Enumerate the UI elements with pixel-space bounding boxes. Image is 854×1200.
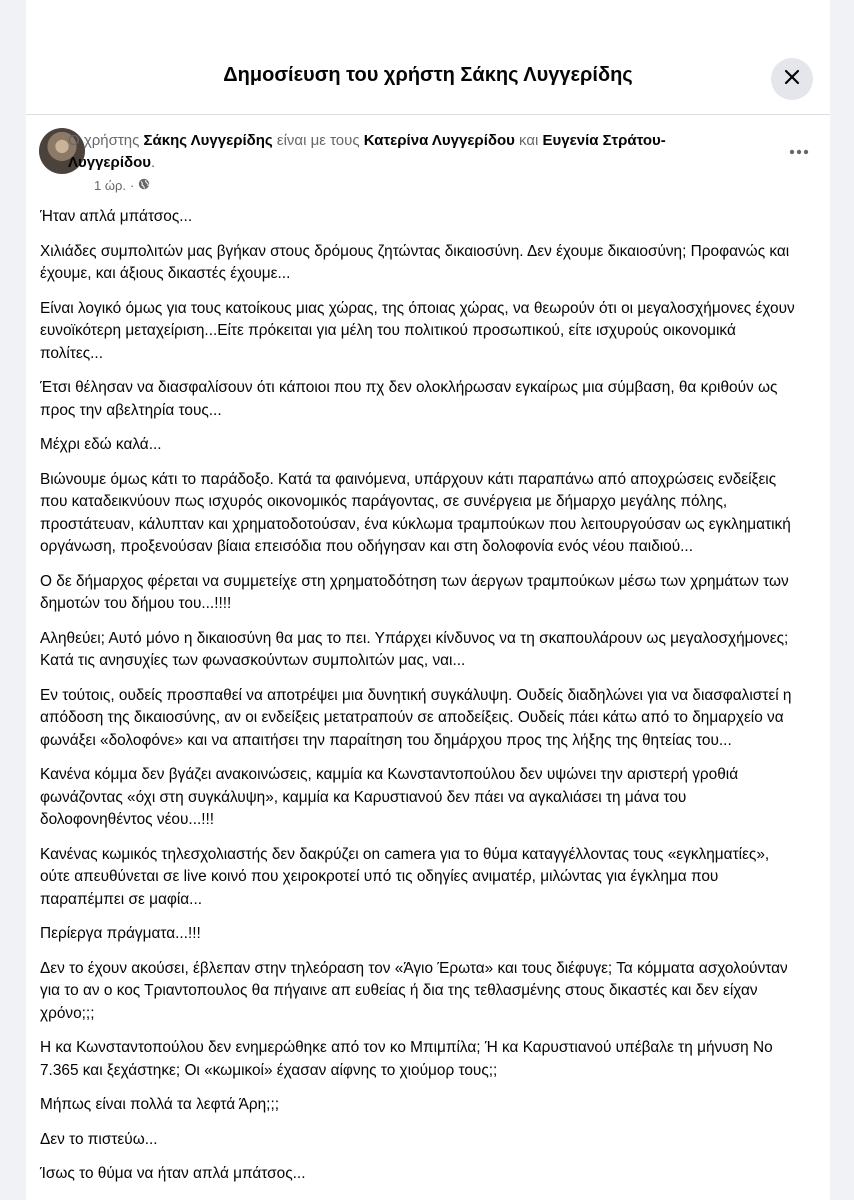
post-paragraph: Περίεργα πράγματα...!!! <box>40 925 201 942</box>
post-body <box>40 206 800 1198</box>
post-paragraph: Είναι λογικό όμως για τους κατοίκους μιας χώρας, της όποιας χώρας, να θεωρούν ότι οι μεγαλοσχήμονες έχουν ευνοϊκότερη μεταχείριση...Είτε πρόκειται για μέλη του πολιτικού προσωπικού, είτε ισχυρούς οικονομικά πολίτες... <box>40 299 795 362</box>
more-options-icon <box>789 142 809 160</box>
dialog-title: Δημοσίευση του χρήστη Σάκης Λυγγερίδης <box>223 64 633 86</box>
close-icon <box>784 69 800 90</box>
post-paragraph: Ίσως το θύμα να ήταν απλά μπάτσος... <box>40 1165 306 1182</box>
author-prefix: Ο χρήστης <box>68 132 144 149</box>
tagged-user-link-2[interactable]: Ευγενία Στράτου-Λυγγερίδου <box>68 132 666 171</box>
tagged-user-link-1[interactable]: Κατερίνα Λυγγερίδου <box>363 132 515 149</box>
meta-separator: · <box>130 178 135 193</box>
post-paragraph: Η κα Κωνσταντοπούλου δεν ενημερώθηκε από τον κο Μπιμπίλα; Ή κα Καρυστιανού υπέβαλε τη μήνυση Νο 7.365 και ξεχάστηκε; Οι «κωμικοί» έχασαν αίφνης το χιούμορ τους;; <box>40 1039 773 1079</box>
author-name-link[interactable]: Σάκης Λυγγερίδης <box>143 132 273 149</box>
post-paragraph: Ο δε δήμαρχος φέρεται να συμμετείχε στη χρηματοδότηση των άεργων τραμπούκων μέσω των χρημάτων των δημοτών του δήμου του...!!!! <box>40 572 789 612</box>
post-paragraph: Εν τούτοις, ουδείς προσπαθεί να αποτρέψει μια δυνητική συγκάλυψη. Ουδείς διαδηλώνει για να διασφαλιστεί η απόδοση της δικαιοσύνης, αν οι ενδείξεις μετατραπούν σε αποδείξεις. Ουδείς πάει κάτω από το δημαρχείο να φωνάξει «δολοφόνε» και να απαιτήσει την παραίτηση του δημάρχου προς της λήξης της θητείας του... <box>40 686 792 749</box>
post-paragraph: Κανένας κωμικός τηλεσχολιαστής δεν δακρύζει on camera για το θύμα καταγγέλλοντας τους «εγκληματίες», ούτε απευθύνεται σε live κοινό που χειροκροτεί υπό τις οδηγίες ανιματέρ, μιλώντας για έγκλημα που παραπέμπει σε μαφία... <box>40 845 770 908</box>
post-paragraph: Αληθεύει; Αυτό μόνο η δικαιοσύνη θα μας το πει. Υπάρχει κίνδυνος να τη σκαπουλάρουν ως μεγαλοσχήμονες; Κατά τις ανησυχίες των φωνασκούντων συμπολιτών μας, ναι... <box>40 629 789 669</box>
post-author-line <box>68 130 728 174</box>
more-options-button[interactable] <box>786 141 812 161</box>
post-paragraph: Δεν το πιστεύω... <box>40 1130 158 1148</box>
close-button[interactable] <box>771 58 813 100</box>
post-time-link[interactable]: 1 ώρ. <box>94 178 126 193</box>
post-paragraph: Μέχρι εδώ καλά... <box>40 436 162 453</box>
post-paragraph: Δεν το έχουν ακούσει, έβλεπαν στην τηλεόραση τον «Άγιο Έρωτα» και τους διέφυγε; Τα κόμματα ασχολούνταν για το αν ο κος Τριαντοπουλος θα πήγαινε απ ευθείας ή δια της τεθλασμένης στους δικαστές και δεν είχαν χρόνο;;; <box>40 959 788 1022</box>
globe-icon <box>138 178 150 193</box>
post-paragraph: Κανένα κόμμα δεν βγάζει ανακοινώσεις, καμμία κα Κωνσταντοπούλου δεν υψώνει την αριστερή γροθιά φωνάζοντας «όχι στη συγκάλυψη», καμμία κα Καρυστιανού δεν πάει να αγκαλιάσει τη μάνα του δολοφονηθέντος νέου...!!! <box>40 766 739 828</box>
and-text: και <box>514 132 543 149</box>
post-meta <box>94 178 150 193</box>
post-paragraph: Μήπως είναι πολλά τα λεφτά Άρη;;; <box>40 1096 280 1113</box>
post-paragraph: Ήταν απλά μπάτσος... <box>40 208 193 225</box>
period: . <box>150 154 156 171</box>
post-paragraph: Χιλιάδες συμπολιτών μας βγήκαν στους δρόμους ζητώντας δικαιοσύνη. Δεν έχουμε δικαιοσύνη; Προφανώς και έχουμε, και άξιους δικαστές έχουμε... <box>40 242 790 282</box>
dialog-header <box>26 0 830 115</box>
post-paragraph: Βιώνουμε όμως κάτι το παράδοξο. Κατά τα φαινόμενα, υπάρχουν κάτι παραπάνω από αποχρώσεις ενδείξεις που καταδεικνύουν πως ισχυρός οικονομικός παράγοντας, σε συνέργεια με δήμαρχο μεγάλης πόλης, προστάτευαν, κάλυπταν και χρηματοδοτούσαν, ένα κύκλωμα τραμπούκων που λειτουργούσαν ως εγκληματική οργάνωση, προξενούσαν βίαια επεισόδια που οδήγησαν και στη δολοφονία ενός νέου παιδιού... <box>40 470 791 555</box>
with-text: είναι με τους <box>272 132 364 149</box>
post-paragraph: Έτσι θέλησαν να διασφαλίσουν ότι κάποιοι που πχ δεν ολοκλήρωσαν εγκαίρως μια σύμβαση, θα κριθούν ως προς την αβελτηρία τους... <box>40 379 778 419</box>
